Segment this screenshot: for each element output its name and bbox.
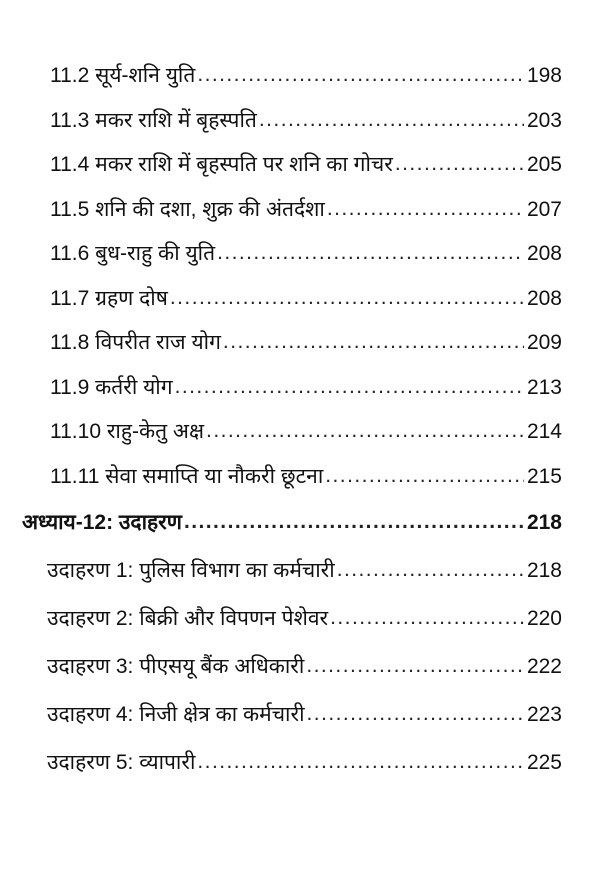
- toc-entry-page-number: 208: [526, 286, 562, 310]
- toc-entry-page-number: 203: [526, 108, 562, 132]
- toc-entry-11-7[interactable]: [0, 267, 600, 312]
- toc-entry-page-number: 225: [526, 750, 562, 774]
- toc-entry-page-number: 209: [526, 331, 562, 355]
- toc-entry-11-9[interactable]: [0, 356, 600, 401]
- toc-entry-11-5[interactable]: [0, 178, 600, 223]
- toc-entry-11-6[interactable]: [0, 222, 600, 267]
- toc-example-5[interactable]: [0, 727, 600, 775]
- toc-example-1[interactable]: [0, 535, 600, 583]
- toc-entry-11-2[interactable]: [0, 44, 600, 89]
- toc-entry-label: 11.11 सेवा समाप्ति या नौकरी छूटना: [50, 464, 324, 488]
- toc-entry-page-number: 207: [526, 197, 562, 221]
- dot-leader: [175, 374, 524, 399]
- dot-leader: [330, 605, 524, 630]
- toc-entry-label: 11.3 मकर राशि में बृहस्पति: [50, 108, 257, 132]
- dot-leader: [184, 509, 524, 534]
- toc-entry-page-number: 215: [526, 464, 562, 488]
- toc-entry-11-4[interactable]: [0, 133, 600, 178]
- dot-leader: [306, 653, 524, 678]
- toc-entry-label: उदाहरण 3: पीएसयू बैंक अधिकारी: [47, 654, 305, 678]
- toc-example-3[interactable]: [0, 631, 600, 679]
- toc-entry-label: 11.8 विपरीत राज योग: [50, 331, 221, 355]
- toc-entry-page-number: 223: [526, 702, 562, 726]
- toc-chapter-label: अध्याय-12: उदाहरण: [22, 510, 182, 534]
- toc-entry-page-number: 214: [526, 420, 562, 444]
- dot-leader: [206, 418, 524, 443]
- dot-leader: [325, 463, 524, 488]
- table-of-contents: [0, 44, 600, 775]
- dot-leader: [197, 62, 524, 87]
- toc-entry-page-number: 198: [526, 64, 562, 88]
- toc-entry-label: उदाहरण 4: निजी क्षेत्र का कर्मचारी: [47, 702, 305, 726]
- toc-entry-page-number: 205: [526, 153, 562, 177]
- toc-entry-label: 11.5 शनि की दशा, शुक्र की अंतर्दशा: [50, 197, 325, 221]
- toc-example-4[interactable]: [0, 679, 600, 727]
- toc-entry-11-3[interactable]: [0, 89, 600, 134]
- toc-chapter-12[interactable]: [0, 489, 600, 535]
- toc-chapter-page-number: 218: [526, 510, 562, 534]
- toc-entry-11-8[interactable]: [0, 311, 600, 356]
- dot-leader: [259, 107, 524, 132]
- toc-entry-label: 11.6 बुध-राहु की युति: [50, 242, 216, 266]
- dot-leader: [327, 196, 524, 221]
- toc-entry-label: 11.9 कर्तरी योग: [50, 375, 173, 399]
- dot-leader: [395, 151, 524, 176]
- dot-leader: [217, 240, 524, 265]
- dot-leader: [197, 749, 524, 774]
- toc-entry-page-number: 220: [526, 606, 562, 630]
- toc-entry-label: 11.10 राहु-केतु अक्ष: [50, 420, 205, 444]
- toc-entry-page-number: 213: [526, 375, 562, 399]
- toc-entry-label: उदाहरण 1: पुलिस विभाग का कर्मचारी: [47, 558, 335, 582]
- toc-entry-11-11[interactable]: [0, 445, 600, 490]
- toc-entry-label: 11.4 मकर राशि में बृहस्पति पर शनि का गोचर: [50, 153, 393, 177]
- toc-entry-page-number: 208: [526, 242, 562, 266]
- toc-example-2[interactable]: [0, 583, 600, 631]
- dot-leader: [223, 329, 524, 354]
- toc-entry-page-number: 218: [526, 558, 562, 582]
- toc-entry-page-number: 222: [526, 654, 562, 678]
- toc-entry-label: 11.7 ग्रहण दोष: [50, 286, 168, 310]
- toc-entry-label: 11.2 सूर्य-शनि युति: [50, 64, 196, 88]
- toc-entry-11-10[interactable]: [0, 400, 600, 445]
- dot-leader: [307, 701, 524, 726]
- dot-leader: [337, 557, 524, 582]
- dot-leader: [170, 285, 524, 310]
- toc-entry-label: उदाहरण 5: व्यापारी: [47, 750, 196, 774]
- toc-entry-label: उदाहरण 2: बिक्री और विपणन पेशेवर: [47, 606, 329, 630]
